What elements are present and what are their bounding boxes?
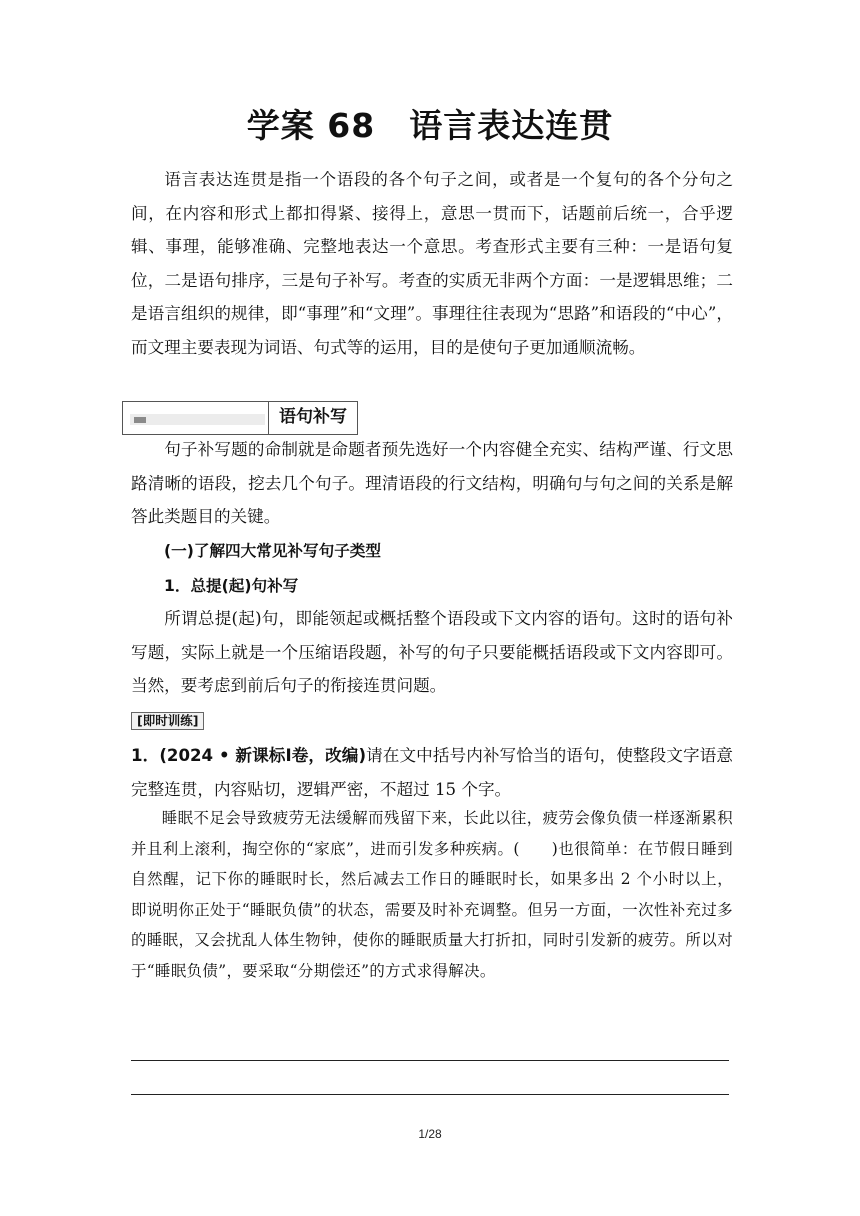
summary-sentence-paragraph: 所谓总提(起)句，即能领起或概括整个语段或下文内容的语句。这时的语句补写题，实际上就是一个压缩语段题，补写的句子只要能概括语段或下文内容即可。当然，要考虑到前后句子的衔接连贯问题。 bbox=[131, 609, 733, 696]
question-text: 请在文中括号内补写恰当的语句，使整段文字语意完整连贯，内容贴切，逻辑严密，不超过 15 个字。 bbox=[131, 746, 734, 799]
section-header-box bbox=[122, 401, 358, 435]
heading-sentence-types: (一)了解四大常见补写句子类型 bbox=[164, 542, 381, 560]
definition-paragraph: 句子补写题的命制就是命题者预先选好一个内容健全充实、结构严谨、行文思路清晰的语段，挖去几个句子。理清语段的行文结构，明确句与句之间的关系是解答此类题目的关键。 bbox=[131, 440, 733, 527]
section-decoration-bar bbox=[130, 414, 265, 425]
section-marker-icon bbox=[134, 417, 146, 423]
intro-paragraph: 语言表达连贯是指一个语段的各个句子之间，或者是一个复句的各个分句之间，在内容和形式上都扣得紧、接得上，意思一贯而下，话题前后统一，合乎逻辑、事理，能够准确、完整地表达一个意思。考查形式主要有三种：一是语句复位，二是语句排序，三是句子补写。考查的实质无非两个方面：一是逻辑思维；二是语言组织的规律，即“事理”和“文理”。事理往往表现为“思路”和语段的“中心”，而文理主要表现为词语、句式等的运用，目的是使句子更加通顺流畅。 bbox=[131, 170, 733, 357]
question-1 bbox=[131, 739, 733, 806]
answer-line[interactable] bbox=[131, 1094, 729, 1095]
section-divider bbox=[268, 401, 269, 435]
section-label: 语句补写 bbox=[279, 407, 347, 427]
page-title: 学案 68 语言表达连贯 bbox=[246, 106, 614, 145]
practice-tag: [即时训练] bbox=[131, 712, 204, 730]
page-number: 1/28 bbox=[418, 1127, 442, 1141]
answer-line[interactable] bbox=[131, 1060, 729, 1061]
question-passage: 睡眠不足会导致疲劳无法缓解而残留下来，长此以往，疲劳会像负债一样逐渐累积并且利上滚利，掏空你的“家底”，进而引发多种疾病。( )也很简单：在节假日睡到自然醒，记下你的睡眠时长，然后减去工作日的睡眠时长，如果多出 2 个小时以上，即说明你正处于“睡眠负债”的状态，需要及时补充调整。但另一方面，一次性补充过多的睡眠，又会扰乱人体生物钟，使你的睡眠质量大打折扣，同时引发新的疲劳。所以对于“睡眠负债”，要采取“分期偿还”的方式求得解决。 bbox=[131, 809, 733, 980]
heading-summary-sentence: 1．总提(起)句补写 bbox=[164, 577, 299, 595]
question-number: 1．(2024 • 新课标Ⅰ卷，改编) bbox=[131, 746, 367, 765]
